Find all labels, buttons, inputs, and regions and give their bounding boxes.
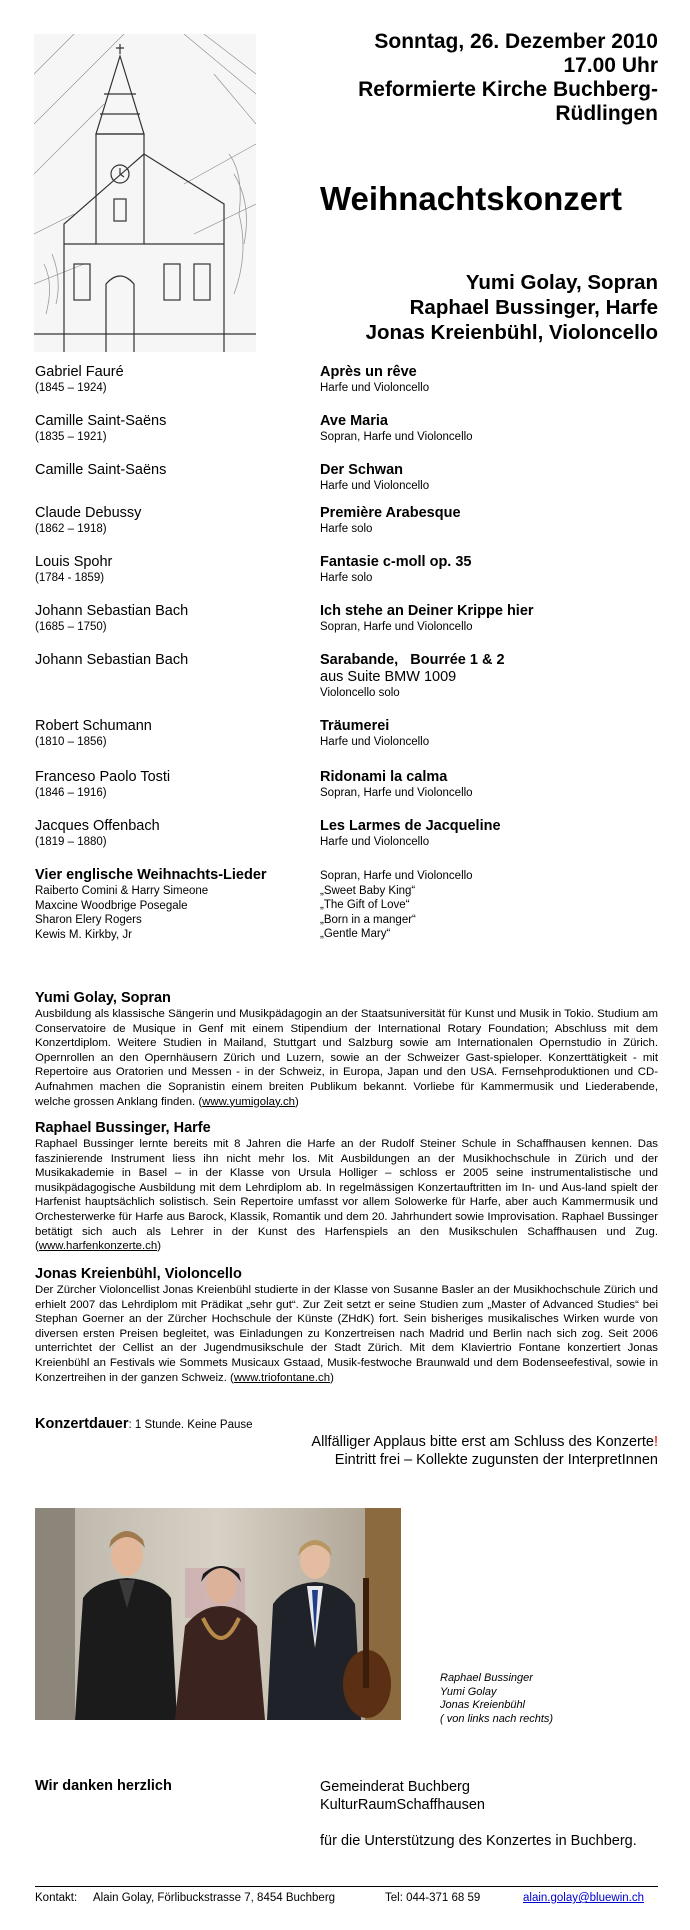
work-instrumentation: Harfe und Violoncello — [320, 480, 430, 492]
carols-instrumentation: Sopran, Harfe und Violoncello — [320, 870, 473, 882]
work-instrumentation: Sopran, Harfe und Violoncello — [320, 787, 473, 799]
work-instrumentation: Harfe und Violoncello — [320, 836, 430, 848]
composer-name: Louis Spohr — [35, 554, 113, 570]
composer-dates: (1819 – 1880) — [35, 836, 107, 848]
bio-text: Der Zürcher Violoncellist Jonas Kreienbühl studierte in der Klasse von Susanne Basler an der Musikhochschule Zürich und erhielt 2007 das Lehrdiplom mit Prädikat „sehr gut“. Zur Zeit setzt er seine Studien zum „Master of Advanced Studies“ bei Stephan Goerner an der Zürcher Hochschule der Künste (ZHdK) fort. Sein bisheriges musikalisches Wirken wurde von diversen ersten Preisen begleitet, was Einladungen zu Konzertreisen nach Madrid und Berlin nach sich zog. Seit 2006 unterrichtet der Cellist an der Jugendmusikschule der Stadt Zürich. Mit dem Klaviertrio Fontane konzertiert Jonas Kreienbühl an Festivals wie Sommets Musicaux Gstaad, Musik-festwoche Braunwald und dem Bodenseefestival, sowie in Konzertreihen in der ganzen Schweiz. (www.triofontane.ch) — [35, 1284, 658, 1384]
bio-harp — [35, 1120, 658, 1254]
bio-heading: Raphael Bussinger, Harfe — [35, 1120, 211, 1136]
composer-dates: (1835 – 1921) — [35, 431, 107, 443]
work-title: Ridonami la calma — [320, 769, 448, 785]
applause-note — [260, 1433, 658, 1469]
bio-soprano — [35, 990, 658, 1109]
bio-text: Raphael Bussinger lernte bereits mit 8 Jahren die Harfe an der Rudolf Steiner Schule in Schaffhausen kennen. Das faszinierende Instrument liess ihn nicht mehr los. Mit Ausbildungen an der Musikhochschule in Zürich und der Musikakademie in Basel – in der Klasse von Ursula Holliger – schloss er 2005 seine instrumentalistische und musikpädagogische Ausbildung mit dem Lehrdiplom ab. In regelmässigen Konzertauftritten im In- und Aus-land spielt der Harfenist hauptsächlich solistisch. Sein Repertoire umfasst vor allem Solowerke für Harfe, aber auch Kammermusik und Orchesterwerke für Harfe aus Barock, Klassik, Romantik und dem 20. Jahrhundert sowie Improvisation. Raphael Bussinger betätigt sich auch als Lehrer in der Kunst des Harfenspiels an den Musikschulen Schaffhausen und Zug. (www.harfenkonzerte.ch) — [35, 1138, 658, 1253]
website-link[interactable]: www.harfenkonzerte.ch — [38, 1240, 158, 1253]
composer-name: Robert Schumann — [35, 718, 152, 734]
photo-caption: Raphael Bussinger Yumi Golay Jonas Kreienbühl ( von links nach rechts) — [440, 1672, 554, 1725]
contact-address: Alain Golay, Förlibuckstrasse 7, 8454 Buchberg — [93, 1892, 336, 1904]
website-link[interactable]: www.triofontane.ch — [233, 1371, 331, 1384]
carols-heading: Vier englische Weihnachts-Lieder — [35, 867, 267, 883]
contact-email-link[interactable]: alain.golay@bluewin.ch — [523, 1892, 644, 1904]
work-instrumentation: Harfe solo — [320, 523, 373, 535]
work-instrumentation: Harfe und Violoncello — [320, 382, 430, 394]
work-title: Sarabande, Bourrée 1 & 2 — [320, 652, 505, 668]
contact-phone: Tel: 044-371 68 59 — [385, 1892, 481, 1904]
performer-cello: Jonas Kreienbühl, Violoncello — [365, 321, 658, 344]
work-title: Fantasie c-moll op. 35 — [320, 554, 472, 570]
exclamation-mark: ! — [653, 1434, 658, 1450]
church-sketch-image — [34, 34, 256, 352]
concert-title: Weihnachtskonzert — [320, 180, 622, 217]
composer-name: Johann Sebastian Bach — [35, 603, 189, 619]
composer-dates: (1846 – 1916) — [35, 787, 107, 799]
event-time: 17.00 Uhr — [563, 54, 658, 77]
event-date: Sonntag, 26. Dezember 2010 — [374, 30, 658, 53]
composer-dates: (1862 – 1918) — [35, 523, 107, 535]
applause-line2: Eintritt frei – Kollekte zugunsten der InterpretInnen — [334, 1452, 658, 1468]
composer-name: Claude Debussy — [35, 505, 142, 521]
work-title: Träumerei — [320, 718, 390, 734]
contact-label: Kontakt: — [35, 1892, 78, 1904]
event-header — [300, 30, 658, 126]
composer-dates: (1810 – 1856) — [35, 736, 107, 748]
applause-line1: Allfälliger Applaus bitte erst am Schluss des Konzerte — [311, 1434, 654, 1450]
work-instrumentation: Sopran, Harfe und Violoncello — [320, 431, 473, 443]
thanks-list: Gemeinderat Buchberg KulturRaumSchaffhausen für die Unterstützung des Konzertes in Buchberg. — [320, 1779, 637, 1849]
composer-dates: (1685 – 1750) — [35, 621, 107, 633]
carol-song: „The Gift of Love“ — [320, 899, 410, 912]
concert-duration: Konzertdauer: 1 Stunde. Keine Pause — [35, 1416, 253, 1432]
composer-name: Camille Saint-Saëns — [35, 462, 167, 478]
carol-composer: Raiberto Comini & Harry Simeone — [35, 885, 209, 897]
performer-soprano: Yumi Golay, Sopran — [465, 271, 658, 294]
work-instrumentation: Sopran, Harfe und Violoncello — [320, 621, 473, 633]
composer-name: Franceso Paolo Tosti — [35, 769, 171, 785]
composer-name: Camille Saint-Saëns — [35, 413, 167, 429]
performers-photo — [35, 1508, 401, 1720]
thanks-heading: Wir danken herzlich — [35, 1778, 172, 1794]
carol-song: „Gentle Mary“ — [320, 928, 391, 941]
carol-composer: Kewis M. Kirkby, Jr — [35, 928, 132, 941]
carol-composer: Maxcine Woodbrige Posegale — [35, 899, 188, 912]
work-title: Après un rêve — [320, 364, 417, 380]
event-venue-line1: Reformierte Kirche Buchberg- — [358, 78, 658, 101]
work-subtitle: aus Suite BMW 1009 — [320, 669, 457, 685]
work-title: Ave Maria — [320, 413, 388, 429]
performers-list — [300, 270, 658, 345]
performer-harp: Raphael Bussinger, Harfe — [409, 296, 658, 319]
composer-dates: (1784 - 1859) — [35, 572, 105, 584]
event-venue-line2: Rüdlingen — [555, 102, 658, 125]
carol-song: „Born in a manger“ — [320, 913, 416, 926]
work-title: Les Larmes de Jacqueline — [320, 818, 501, 834]
carol-composer: Sharon Elery Rogers — [35, 914, 142, 927]
composer-name: Gabriel Fauré — [35, 364, 124, 380]
footer-divider — [35, 1886, 658, 1887]
composer-name: Johann Sebastian Bach — [35, 652, 189, 668]
work-instrumentation: Harfe und Violoncello — [320, 736, 430, 748]
bio-heading: Yumi Golay, Sopran — [35, 990, 171, 1006]
work-instrumentation: Violoncello solo — [320, 687, 400, 699]
bio-text: Ausbildung als klassische Sängerin und Musikpädagogin an der Staatsuniversität für Kunst und Musik in Tokio. Studium am Conservatoire de Musique in Genf mit einem Stipendium der International Rotary Foundation; Abschluss mit dem Konzertdiplom. Weitere Studien in Mailand, Stuttgart und Salzburg sowie am Internationalen Opernstudio in Zürich. Opernrollen an den Opernhäusern Zürich und Luzern, sowie an der Schweizer Gast-spieloper. Konzerttätigkeit - mit Repertoire aus Oratorien und Messen - in der Schweiz, in Europa, Japan und den USA. Fernsehproduktionen und CD-Aufnahmen machen die Sopranistin einem breiten Publikum bekannt. Vorliebe für Kammermusik und Liederabende, welche grossen Anklang finden. (www.yumigolay.ch) — [35, 1008, 658, 1108]
work-title: Der Schwan — [320, 462, 403, 478]
bio-cello — [35, 1266, 658, 1385]
work-instrumentation: Harfe solo — [320, 572, 373, 584]
composer-dates: (1845 – 1924) — [35, 382, 107, 394]
carol-song: „Sweet Baby King“ — [320, 884, 416, 897]
bio-heading: Jonas Kreienbühl, Violoncello — [35, 1266, 242, 1282]
composer-name: Jacques Offenbach — [35, 818, 160, 834]
website-link[interactable]: www.yumigolay.ch — [202, 1095, 296, 1108]
work-title: Ich stehe an Deiner Krippe hier — [320, 603, 534, 619]
work-title: Première Arabesque — [320, 505, 461, 521]
